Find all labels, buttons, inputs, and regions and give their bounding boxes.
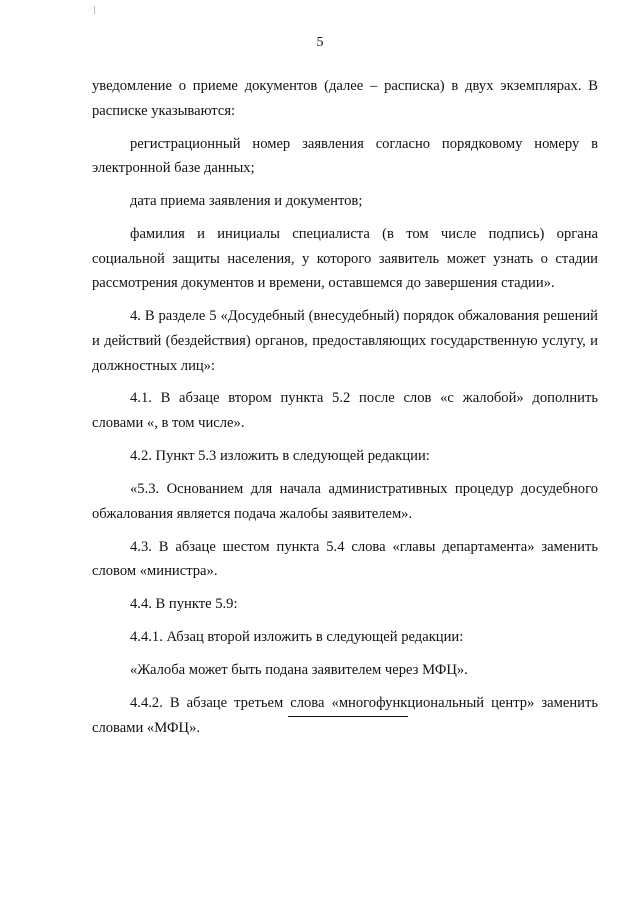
paragraph: «Жалоба может быть подана заявителем через МФЦ».	[130, 662, 468, 679]
page-number: 5	[316, 35, 324, 50]
paragraph: фамилия и инициалы специалиста (в том числе подпись) органа социальной защиты населения, у которого заявитель может узнать о стадии рассмотрения документов и времени, оставшемся до завершения стадии».	[92, 226, 598, 292]
document-body	[92, 74, 598, 749]
paragraph: 4.3. В абзаце шестом пункта 5.4 слова «главы департамента» заменить словом «министра».	[92, 538, 598, 580]
paragraph: «5.3. Основанием для начала административных процедур досудебного обжалования является подача жалобы заявителем».	[92, 481, 598, 522]
paragraph: регистрационный номер заявления согласно порядковому номеру в электронной базе данных;	[92, 135, 598, 177]
paragraph: дата приема заявления и документов;	[130, 193, 363, 210]
paragraph: уведомление о приеме документов (далее – расписка) в двух экземплярах. В расписке указываются:	[92, 78, 598, 119]
paragraph: 4.4. В пункте 5.9:	[130, 596, 238, 613]
scan-mark	[94, 6, 95, 14]
paragraph: 4.2. Пункт 5.3 изложить в следующей редакции:	[130, 448, 430, 465]
paragraph: 4.1. В абзаце втором пункта 5.2 после слов «с жалобой» дополнить словами «, в том числе».	[92, 390, 598, 432]
paragraph: 4. В разделе 5 «Досудебный (внесудебный) порядок обжалования решений и действий (бездействия) органов, предоставляющих государственную услугу, и должностных лиц»:	[92, 308, 598, 374]
paragraph: 4.4.2. В абзаце третьем слова «многофункциональный центр» заменить словами «МФЦ».	[92, 695, 598, 736]
end-of-text-rule	[288, 716, 408, 717]
paragraph: 4.4.1. Абзац второй изложить в следующей редакции:	[130, 629, 464, 646]
